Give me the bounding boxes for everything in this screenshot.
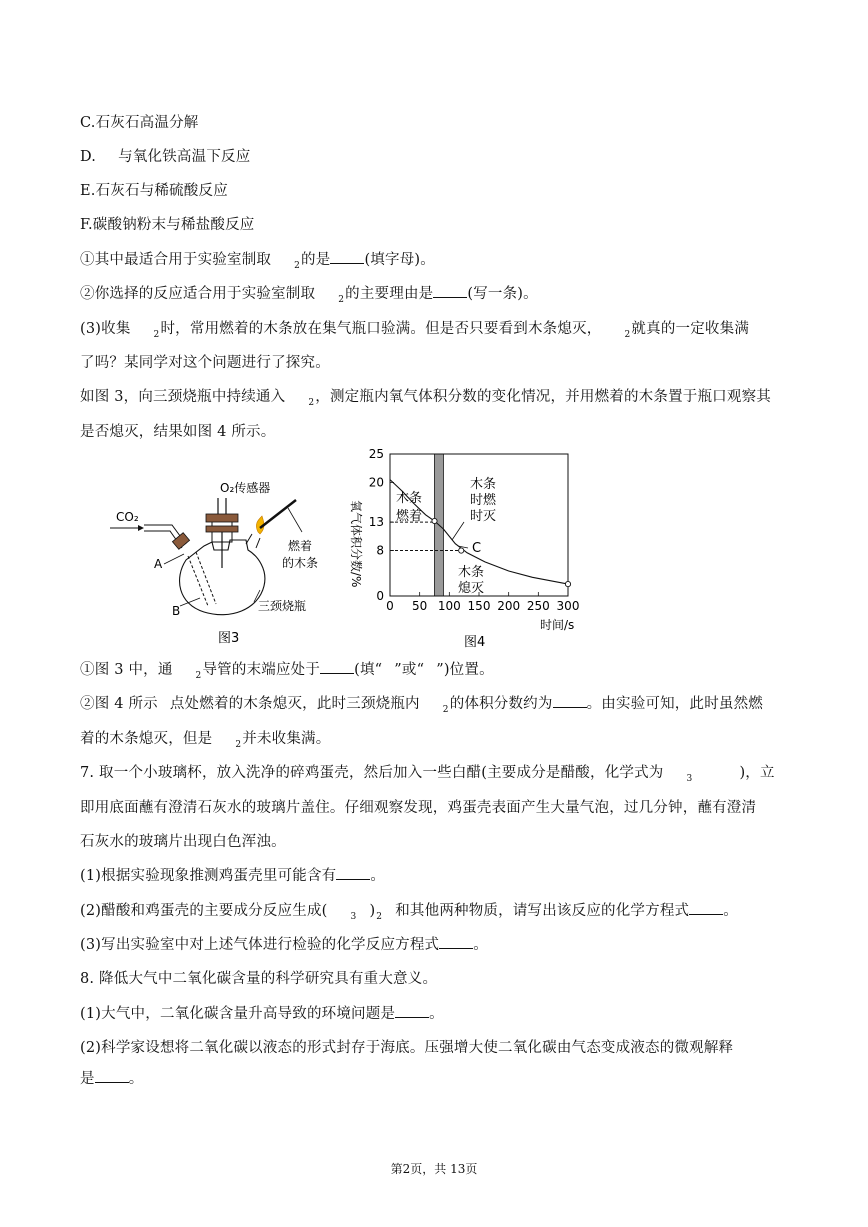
annotation-burning-2: 燃着 — [396, 509, 423, 524]
y-tick-label: 13 — [368, 515, 384, 530]
answer-blank — [320, 659, 354, 674]
page-footer: 第2页，共 13页 — [390, 1162, 478, 1176]
stopper — [206, 514, 238, 522]
data-point — [459, 548, 464, 553]
burning-stick — [260, 500, 296, 528]
answer-blank — [689, 900, 723, 915]
position-a-label: A — [154, 557, 163, 571]
data-point — [565, 581, 570, 586]
question-6-3-setup: 如图 3，向三颈烧瓶中持续通入 $_2$，测定瓶内氧气体积分数的变化情况，并用燃着的木条置于瓶口观察其 — [80, 389, 771, 408]
question-8: 8. 降低大气中二氧化碳含量的科学研究具有重大意义。 — [80, 971, 438, 987]
figure-4-caption: 图4 — [464, 635, 486, 650]
flask-label: 三颈烧瓶 — [258, 599, 307, 613]
arrow-head-icon — [138, 525, 144, 531]
co2-label: CO₂ — [116, 510, 139, 524]
x-tick-label: 250 — [526, 599, 550, 613]
question-6-3-1: ①图 3 中，通 $_2$导管的末端应处于 (填“ ”或“ ”)位置。 — [80, 659, 792, 683]
x-tick-label: 100 — [437, 599, 461, 613]
y-tick-label: 0 — [376, 589, 384, 603]
question-7-3: (3)写出实验室中对上述气体进行检验的化学反应方程式 。 — [80, 934, 792, 956]
answer-blank — [553, 693, 587, 708]
y-tick-label: 25 — [368, 447, 384, 461]
x-tick-label: 50 — [412, 599, 428, 613]
annotation-flicker-2: 时燃 — [470, 493, 497, 508]
x-tick-label: 0 — [386, 599, 394, 613]
question-6-3: (3)收集 $_2$时，常用燃着的木条放在集气瓶口验满。但是否只要看到木条熄灭， $_2$就真的一定收集满 — [80, 321, 750, 340]
annotation-flicker-3: 时灭 — [470, 509, 497, 524]
stick-label-2: 的木条 — [282, 556, 319, 570]
annotation-burning-1: 木条 — [396, 491, 423, 506]
x-tick-label: 150 — [467, 599, 491, 613]
x-axis-label: 时间/s — [540, 618, 575, 632]
annotation-point-c: C — [472, 541, 482, 556]
y-tick-label: 8 — [376, 543, 384, 558]
question-6-3-setup-cont: 是否熄灭，结果如图 4 所示。 — [80, 424, 276, 440]
side-stopper — [172, 533, 189, 550]
question-7-1: (1)根据实验现象推测鸡蛋壳里可能含有 。 — [80, 865, 792, 887]
plot-area — [369, 447, 580, 613]
data-point — [432, 518, 437, 523]
y-axis-label: 氧气体积分数/% — [349, 500, 363, 588]
question-6-2-2: ②你选择的反应适合用于实验室制取 $_2$的主要理由是 (写一条)。 — [80, 283, 792, 307]
answer-blank — [95, 1068, 129, 1083]
sensor-label: O₂传感器 — [220, 481, 271, 495]
option-c: C.石灰石高温分解 — [80, 115, 199, 131]
figure-3-caption: 图3 — [218, 631, 240, 646]
question-8-2: (2)科学家设想将二氧化碳以液态的形式封存于海底。压强增大使二氧化碳由气态变成液态的微观解释 — [80, 1040, 734, 1056]
answer-blank — [330, 249, 364, 264]
question-7-cont: 即用底面蘸有澄清石灰水的玻璃片盖住。仔细观察发现，鸡蛋壳表面产生大量气泡，过几分钟，蘸有澄清 — [80, 800, 757, 816]
question-7-cont-2: 石灰水的玻璃片出现白色浑浊。 — [80, 834, 286, 850]
position-b-label: B — [172, 604, 181, 618]
stick-label-1: 燃着 — [288, 539, 313, 553]
question-7: 7. 取一个小玻璃杯，放入洗净的碎鸡蛋壳，然后加入一些白醋(主要成分是醋酸，化学式为 $_3$ )，立 — [80, 765, 775, 784]
question-7-2: (2)醋酸和鸡蛋壳的主要成分反应生成( $_3$ )$_2$ 和其他两种物质，请写出该反应的化学方程式 。 — [80, 900, 792, 924]
x-tick-label: 300 — [556, 599, 580, 613]
question-6-2-1: ①其中最适合用于实验室制取 $_2$的是 (填字母)。 — [80, 249, 792, 273]
answer-blank — [336, 865, 370, 880]
answer-blank — [395, 1003, 429, 1018]
question-6-3-2-cont: 着的木条熄灭，但是 $_2$并未收集满。 — [80, 731, 331, 750]
question-8-1: (1)大气中，二氧化碳含量升高导致的环境问题是 。 — [80, 1003, 792, 1025]
figure-4-chart — [340, 440, 600, 652]
annotation-out-1: 木条 — [458, 565, 485, 580]
answer-blank — [439, 934, 473, 949]
annotation-arrow — [452, 522, 464, 540]
x-tick-label: 200 — [497, 599, 521, 613]
question-6-3-2: ②图 4 所示 点处燃着的木条熄灭，此时三颈烧瓶内 $_2$的体积分数约为 。由实验可知，此时虽然燃 — [80, 693, 792, 717]
question-6-3-cont: 了吗？某同学对这个问题进行了探究。 — [80, 355, 330, 371]
question-8-2-cont: 是 。 — [80, 1068, 792, 1090]
option-d: D. 与氧化铁高温下反应 — [80, 149, 251, 165]
annotation-flicker-1: 木条 — [470, 477, 497, 492]
option-f: F.碳酸钠粉末与稀盐酸反应 — [80, 217, 255, 233]
y-tick-label: 20 — [368, 475, 384, 490]
right-neck — [246, 534, 260, 548]
answer-blank — [433, 283, 467, 298]
annotation-out-2: 熄灭 — [458, 581, 485, 596]
figure-3-apparatus — [108, 470, 344, 648]
option-e: E.石灰石与稀硫酸反应 — [80, 183, 228, 199]
